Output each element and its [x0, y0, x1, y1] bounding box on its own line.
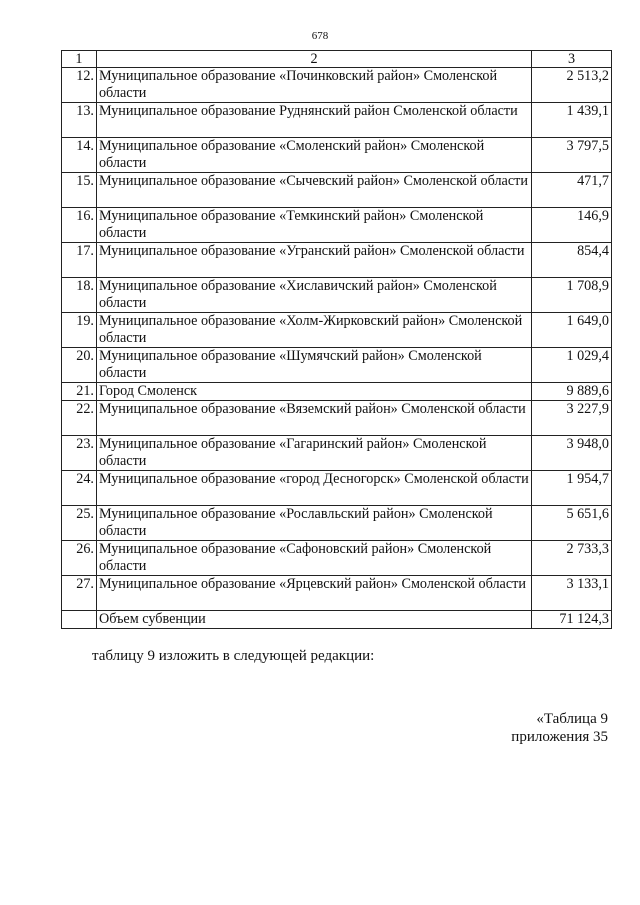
header-cell-3: 3 — [532, 51, 612, 68]
table-caption — [511, 710, 608, 746]
row-value: 3 133,1 — [532, 576, 612, 611]
row-number: 18. — [62, 278, 97, 313]
row-number: 17. — [62, 243, 97, 278]
table-total-row — [62, 611, 612, 629]
row-name: Город Смоленск — [96, 383, 531, 401]
table-row — [62, 138, 612, 173]
header-cell-2: 2 — [96, 51, 531, 68]
row-value: 1 649,0 — [532, 313, 612, 348]
row-name: Муниципальное образование «Смоленский район» Смоленской области — [96, 138, 531, 173]
total-label: Объем субвенции — [96, 611, 531, 629]
table-row — [62, 436, 612, 471]
row-name: Муниципальное образование «Починковский район» Смоленской области — [96, 68, 531, 103]
table-row — [62, 471, 612, 506]
caption-subtitle: приложения 35 — [511, 729, 608, 745]
row-value: 3 227,9 — [532, 401, 612, 436]
row-value: 1 029,4 — [532, 348, 612, 383]
row-value: 854,4 — [532, 243, 612, 278]
total-value: 71 124,3 — [532, 611, 612, 629]
table-row — [62, 243, 612, 278]
table-row — [62, 278, 612, 313]
row-value: 5 651,6 — [532, 506, 612, 541]
page-number: 678 — [311, 30, 329, 42]
row-number: 25. — [62, 506, 97, 541]
row-name: Муниципальное образование «Угранский район» Смоленской области — [96, 243, 531, 278]
row-number: 27. — [62, 576, 97, 611]
row-value: 9 889,6 — [532, 383, 612, 401]
row-value: 1 439,1 — [532, 103, 612, 138]
table-row — [62, 173, 612, 208]
row-number: 22. — [62, 401, 97, 436]
table-row — [62, 506, 612, 541]
row-name: Муниципальное образование «Сычевский район» Смоленской области — [96, 173, 531, 208]
row-value: 1 954,7 — [532, 471, 612, 506]
row-name: Муниципальное образование «Темкинский район» Смоленской области — [96, 208, 531, 243]
table-row — [62, 541, 612, 576]
row-name: Муниципальное образование «Холм-Жирковский район» Смоленской области — [96, 313, 531, 348]
table-row — [62, 401, 612, 436]
row-value: 2 733,3 — [532, 541, 612, 576]
total-row-number — [62, 611, 97, 629]
row-name: Муниципальное образование «Гагаринский район» Смоленской области — [96, 436, 531, 471]
row-number: 26. — [62, 541, 97, 576]
table-row — [62, 383, 612, 401]
row-number: 23. — [62, 436, 97, 471]
row-number: 14. — [62, 138, 97, 173]
instruction-text: таблицу 9 изложить в следующей редакции: — [92, 648, 375, 664]
row-name: Муниципальное образование «Сафоновский район» Смоленской области — [96, 541, 531, 576]
header-cell-1: 1 — [62, 51, 97, 68]
row-name: Муниципальное образование «Ярцевский район» Смоленской области — [96, 576, 531, 611]
table-row — [62, 348, 612, 383]
table-row — [62, 576, 612, 611]
caption-title: «Таблица 9 — [536, 711, 608, 727]
row-number: 16. — [62, 208, 97, 243]
row-name: Муниципальное образование «Вяземский район» Смоленской области — [96, 401, 531, 436]
row-number: 24. — [62, 471, 97, 506]
row-number: 20. — [62, 348, 97, 383]
table-row — [62, 208, 612, 243]
row-number: 15. — [62, 173, 97, 208]
row-name: Муниципальное образование «Рославльский район» Смоленской области — [96, 506, 531, 541]
row-value: 1 708,9 — [532, 278, 612, 313]
row-value: 3 797,5 — [532, 138, 612, 173]
table-header-row — [62, 51, 612, 68]
row-number: 12. — [62, 68, 97, 103]
row-number: 13. — [62, 103, 97, 138]
row-name: Муниципальное образование «город Десногорск» Смоленской области — [96, 471, 531, 506]
row-value: 471,7 — [532, 173, 612, 208]
row-value: 2 513,2 — [532, 68, 612, 103]
row-name: Муниципальное образование «Шумячский район» Смоленской области — [96, 348, 531, 383]
table-row — [62, 68, 612, 103]
row-value: 3 948,0 — [532, 436, 612, 471]
row-name: Муниципальное образование «Хиславичский район» Смоленской области — [96, 278, 531, 313]
table-row — [62, 313, 612, 348]
row-number: 21. — [62, 383, 97, 401]
subvention-table — [61, 50, 612, 629]
row-number: 19. — [62, 313, 97, 348]
row-name: Муниципальное образование Руднянский район Смоленской области — [96, 103, 531, 138]
row-value: 146,9 — [532, 208, 612, 243]
table-row — [62, 103, 612, 138]
